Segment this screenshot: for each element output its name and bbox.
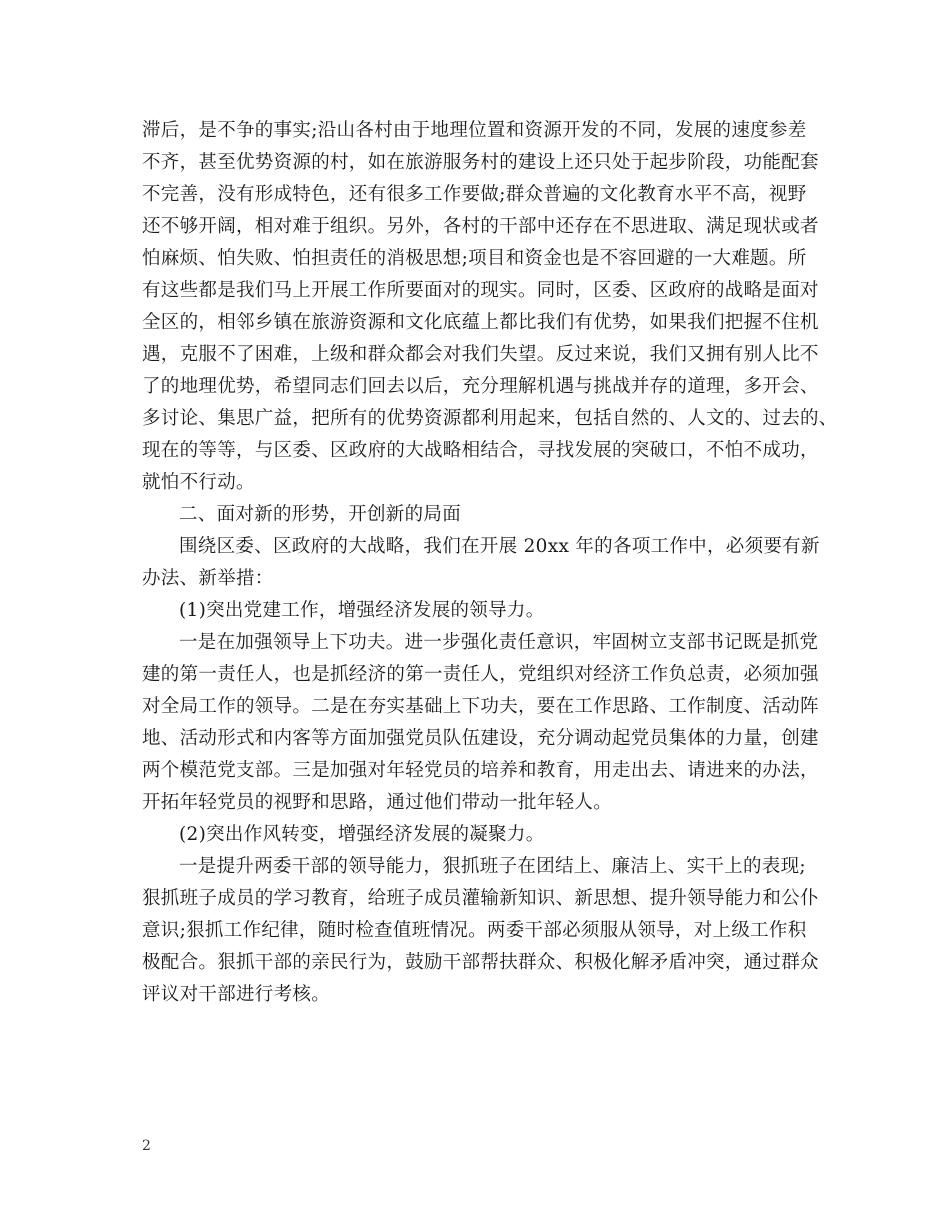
text-line: 对全局工作的领导。二是在夯实基础上下功夫，要在工作思路、工作制度、活动阵: [142, 696, 819, 717]
text-line: 多讨论、集思广益，把所有的优势资源都利用起来，包括自然的、人文的、过去的、: [142, 408, 838, 429]
text-line: 就怕不行动。: [142, 472, 255, 493]
text-line: 地、活动形式和内客等方面加强党员队伍建设，充分调动起党员集体的力量，创建: [142, 728, 819, 749]
text-line: (1)突出党建工作，增强经济发展的领导力。: [179, 600, 545, 621]
text-line: 意识;狠抓工作纪律，随时检查值班情况。两委干部必须服从领导，对上级工作积: [142, 920, 807, 941]
text-line: 两个模范党支部。三是加强对年轻党员的培养和教育，用走出去、请进来的办法，: [142, 760, 819, 781]
text-line: 开拓年轻党员的视野和思路，通过他们带动一批年轻人。: [142, 792, 613, 813]
text-line: 评议对干部进行考核。: [142, 984, 331, 1005]
text-line: 现在的等等，与区委、区政府的大战略相结合，寻找发展的突破口，不怕不成功，: [142, 440, 819, 461]
text-line: 办法、新举措：: [142, 568, 274, 589]
text-line: 二、面对新的形势，开创新的局面: [179, 504, 462, 525]
text-line: 围绕区委、区政府的大战略，我们在开展 20xx 年的各项工作中，必须要有新: [179, 536, 820, 557]
text-line: 滞后，是不争的事实;沿山各村由于地理位置和资源开发的不同，发展的速度参差: [142, 120, 807, 141]
text-line: 怕麻烦、怕失败、怕担责任的消极思想;项目和资金也是不容回避的一大难题。所: [142, 248, 807, 269]
text-line: 了的地理优势，希望同志们回去以后，充分理解机遇与挑战并存的道理，多开会、: [142, 376, 819, 397]
text-line: 还不够开阔，相对难于组织。另外，各村的干部中还存在不思进取、满足现状或者: [142, 216, 819, 237]
text-line: 一是提升两委干部的领导能力，狠抓班子在团结上、廉洁上、实干上的表现;: [179, 856, 806, 877]
text-line: 不完善，没有形成特色，还有很多工作要做;群众普遍的文化教育水平不高，视野: [142, 184, 807, 205]
page-number: 2: [142, 1138, 151, 1154]
text-line: 有这些都是我们马上开展工作所要面对的现实。同时，区委、区政府的战略是面对: [142, 280, 819, 301]
text-line: 全区的，相邻乡镇在旅游资源和文化底蕴上都比我们有优势，如果我们把握不住机: [142, 312, 819, 333]
text-line: 建的第一责任人，也是抓经济的第一责任人，党组织对经济工作负总责，必须加强: [142, 664, 819, 685]
text-line: 不齐，甚至优势资源的村，如在旅游服务村的建设上还只处于起步阶段，功能配套: [142, 152, 819, 173]
text-line: 极配合。狠抓干部的亲民行为，鼓励干部帮扶群众、积极化解矛盾冲突，通过群众: [142, 952, 819, 973]
text-line: 一是在加强领导上下功夫。进一步强化责任意识，牢固树立支部书记既是抓党: [179, 632, 819, 653]
text-line: (2)突出作风转变，增强经济发展的凝聚力。: [179, 824, 545, 845]
document-body: [142, 115, 838, 1011]
text-line: 狠抓班子成员的学习教育，给班子成员灌输新知识、新思想、提升领导能力和公仆: [142, 888, 819, 909]
text-line: 遇，克服不了困难，上级和群众都会对我们失望。反过来说，我们又拥有别人比不: [142, 344, 819, 365]
